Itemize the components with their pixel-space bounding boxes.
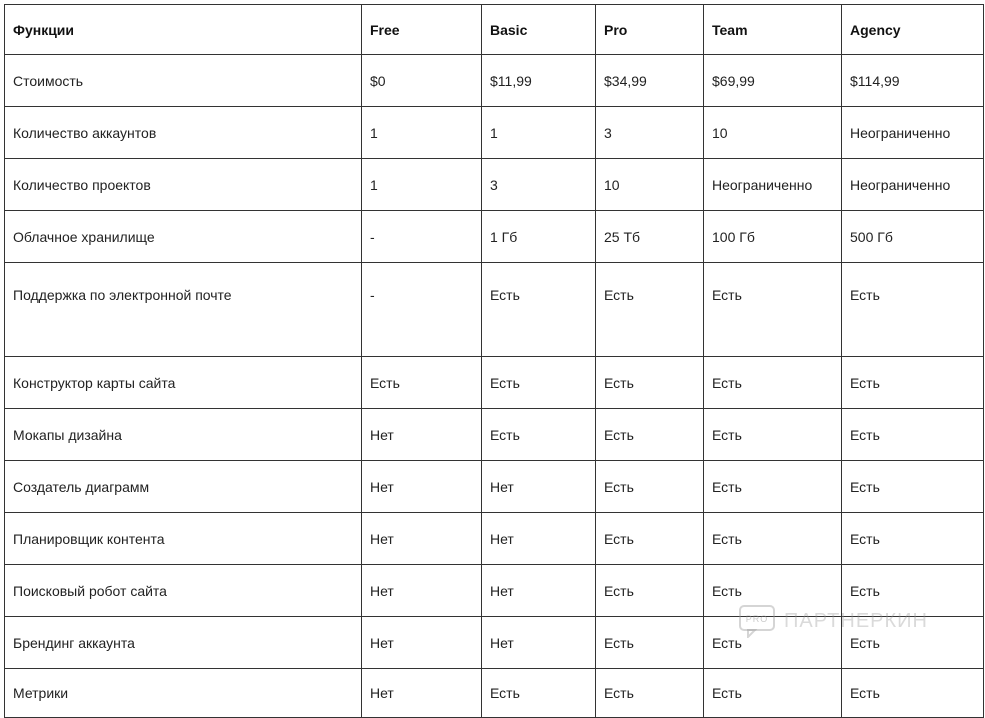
value-cell: Есть [596, 669, 704, 718]
value-cell: Нет [482, 617, 596, 669]
feature-cell: Создатель диаграмм [5, 461, 362, 513]
value-cell: Нет [482, 461, 596, 513]
value-cell: Есть [704, 409, 842, 461]
table-row [5, 513, 984, 565]
value-cell: Неограниченно [704, 159, 842, 211]
value-cell: $34,99 [596, 55, 704, 107]
watermark-text: ПАРТНЕРКИН [784, 609, 928, 632]
value-cell: 1 [362, 107, 482, 159]
value-cell: Есть [704, 461, 842, 513]
value-cell: Есть [596, 409, 704, 461]
value-cell: Неограниченно [842, 107, 984, 159]
header-team: Team [704, 5, 842, 55]
value-cell: Есть [596, 357, 704, 409]
table-row [5, 159, 984, 211]
value-cell: $114,99 [842, 55, 984, 107]
value-cell: Нет [362, 513, 482, 565]
feature-cell: Количество проектов [5, 159, 362, 211]
table-row [5, 263, 984, 357]
table-row [5, 107, 984, 159]
value-cell: Есть [596, 461, 704, 513]
table-row [5, 669, 984, 718]
value-cell: Нет [482, 565, 596, 617]
value-cell: Есть [842, 461, 984, 513]
value-cell: Есть [842, 565, 984, 617]
feature-cell: Поддержка по электронной почте [5, 263, 362, 357]
value-cell: Есть [704, 669, 842, 718]
header-basic: Basic [482, 5, 596, 55]
header-agency: Agency [842, 5, 984, 55]
feature-cell: Количество аккаунтов [5, 107, 362, 159]
feature-cell: Поисковый робот сайта [5, 565, 362, 617]
table-row [5, 55, 984, 107]
value-cell: - [362, 263, 482, 357]
value-cell: Есть [842, 409, 984, 461]
table-row [5, 565, 984, 617]
value-cell: 10 [596, 159, 704, 211]
value-cell: Нет [362, 409, 482, 461]
table-row [5, 461, 984, 513]
feature-cell: Брендинг аккаунта [5, 617, 362, 669]
value-cell: Есть [596, 263, 704, 357]
value-cell: 500 Гб [842, 211, 984, 263]
table-row [5, 211, 984, 263]
pricing-comparison-table [4, 4, 984, 718]
value-cell: Нет [362, 669, 482, 718]
value-cell: $0 [362, 55, 482, 107]
value-cell: $69,99 [704, 55, 842, 107]
value-cell: 1 Гб [482, 211, 596, 263]
table-header-row [5, 5, 984, 55]
value-cell: Есть [842, 357, 984, 409]
table-row [5, 357, 984, 409]
feature-cell: Стоимость [5, 55, 362, 107]
value-cell: Есть [842, 617, 984, 669]
header-features: Функции [5, 5, 362, 55]
value-cell: Есть [482, 263, 596, 357]
value-cell: Есть [596, 617, 704, 669]
value-cell: 3 [596, 107, 704, 159]
value-cell: Есть [596, 565, 704, 617]
value-cell: 100 Гб [704, 211, 842, 263]
value-cell: Нет [482, 513, 596, 565]
table-row [5, 617, 984, 669]
value-cell: - [362, 211, 482, 263]
feature-cell: Планировщик контента [5, 513, 362, 565]
value-cell: Нет [362, 617, 482, 669]
value-cell: Есть [842, 669, 984, 718]
value-cell: Есть [596, 513, 704, 565]
value-cell: Есть [842, 263, 984, 357]
feature-cell: Облачное хранилище [5, 211, 362, 263]
feature-cell: Конструктор карты сайта [5, 357, 362, 409]
value-cell: Есть [704, 263, 842, 357]
header-free: Free [362, 5, 482, 55]
value-cell: Нет [362, 461, 482, 513]
value-cell: Есть [482, 669, 596, 718]
value-cell: Нет [362, 565, 482, 617]
value-cell: 1 [362, 159, 482, 211]
value-cell: Есть [704, 565, 842, 617]
feature-cell: Мокапы дизайна [5, 409, 362, 461]
value-cell: Есть [482, 357, 596, 409]
header-pro: Pro [596, 5, 704, 55]
value-cell: Есть [704, 617, 842, 669]
value-cell: Есть [704, 513, 842, 565]
value-cell: Есть [362, 357, 482, 409]
value-cell: 10 [704, 107, 842, 159]
value-cell: 1 [482, 107, 596, 159]
value-cell: Неограниченно [842, 159, 984, 211]
value-cell: Есть [842, 513, 984, 565]
value-cell: 25 Тб [596, 211, 704, 263]
watermark-badge: PRO [745, 614, 769, 624]
table-row [5, 409, 984, 461]
value-cell: 3 [482, 159, 596, 211]
value-cell: Есть [704, 357, 842, 409]
feature-cell: Метрики [5, 669, 362, 718]
value-cell: Есть [482, 409, 596, 461]
value-cell: $11,99 [482, 55, 596, 107]
